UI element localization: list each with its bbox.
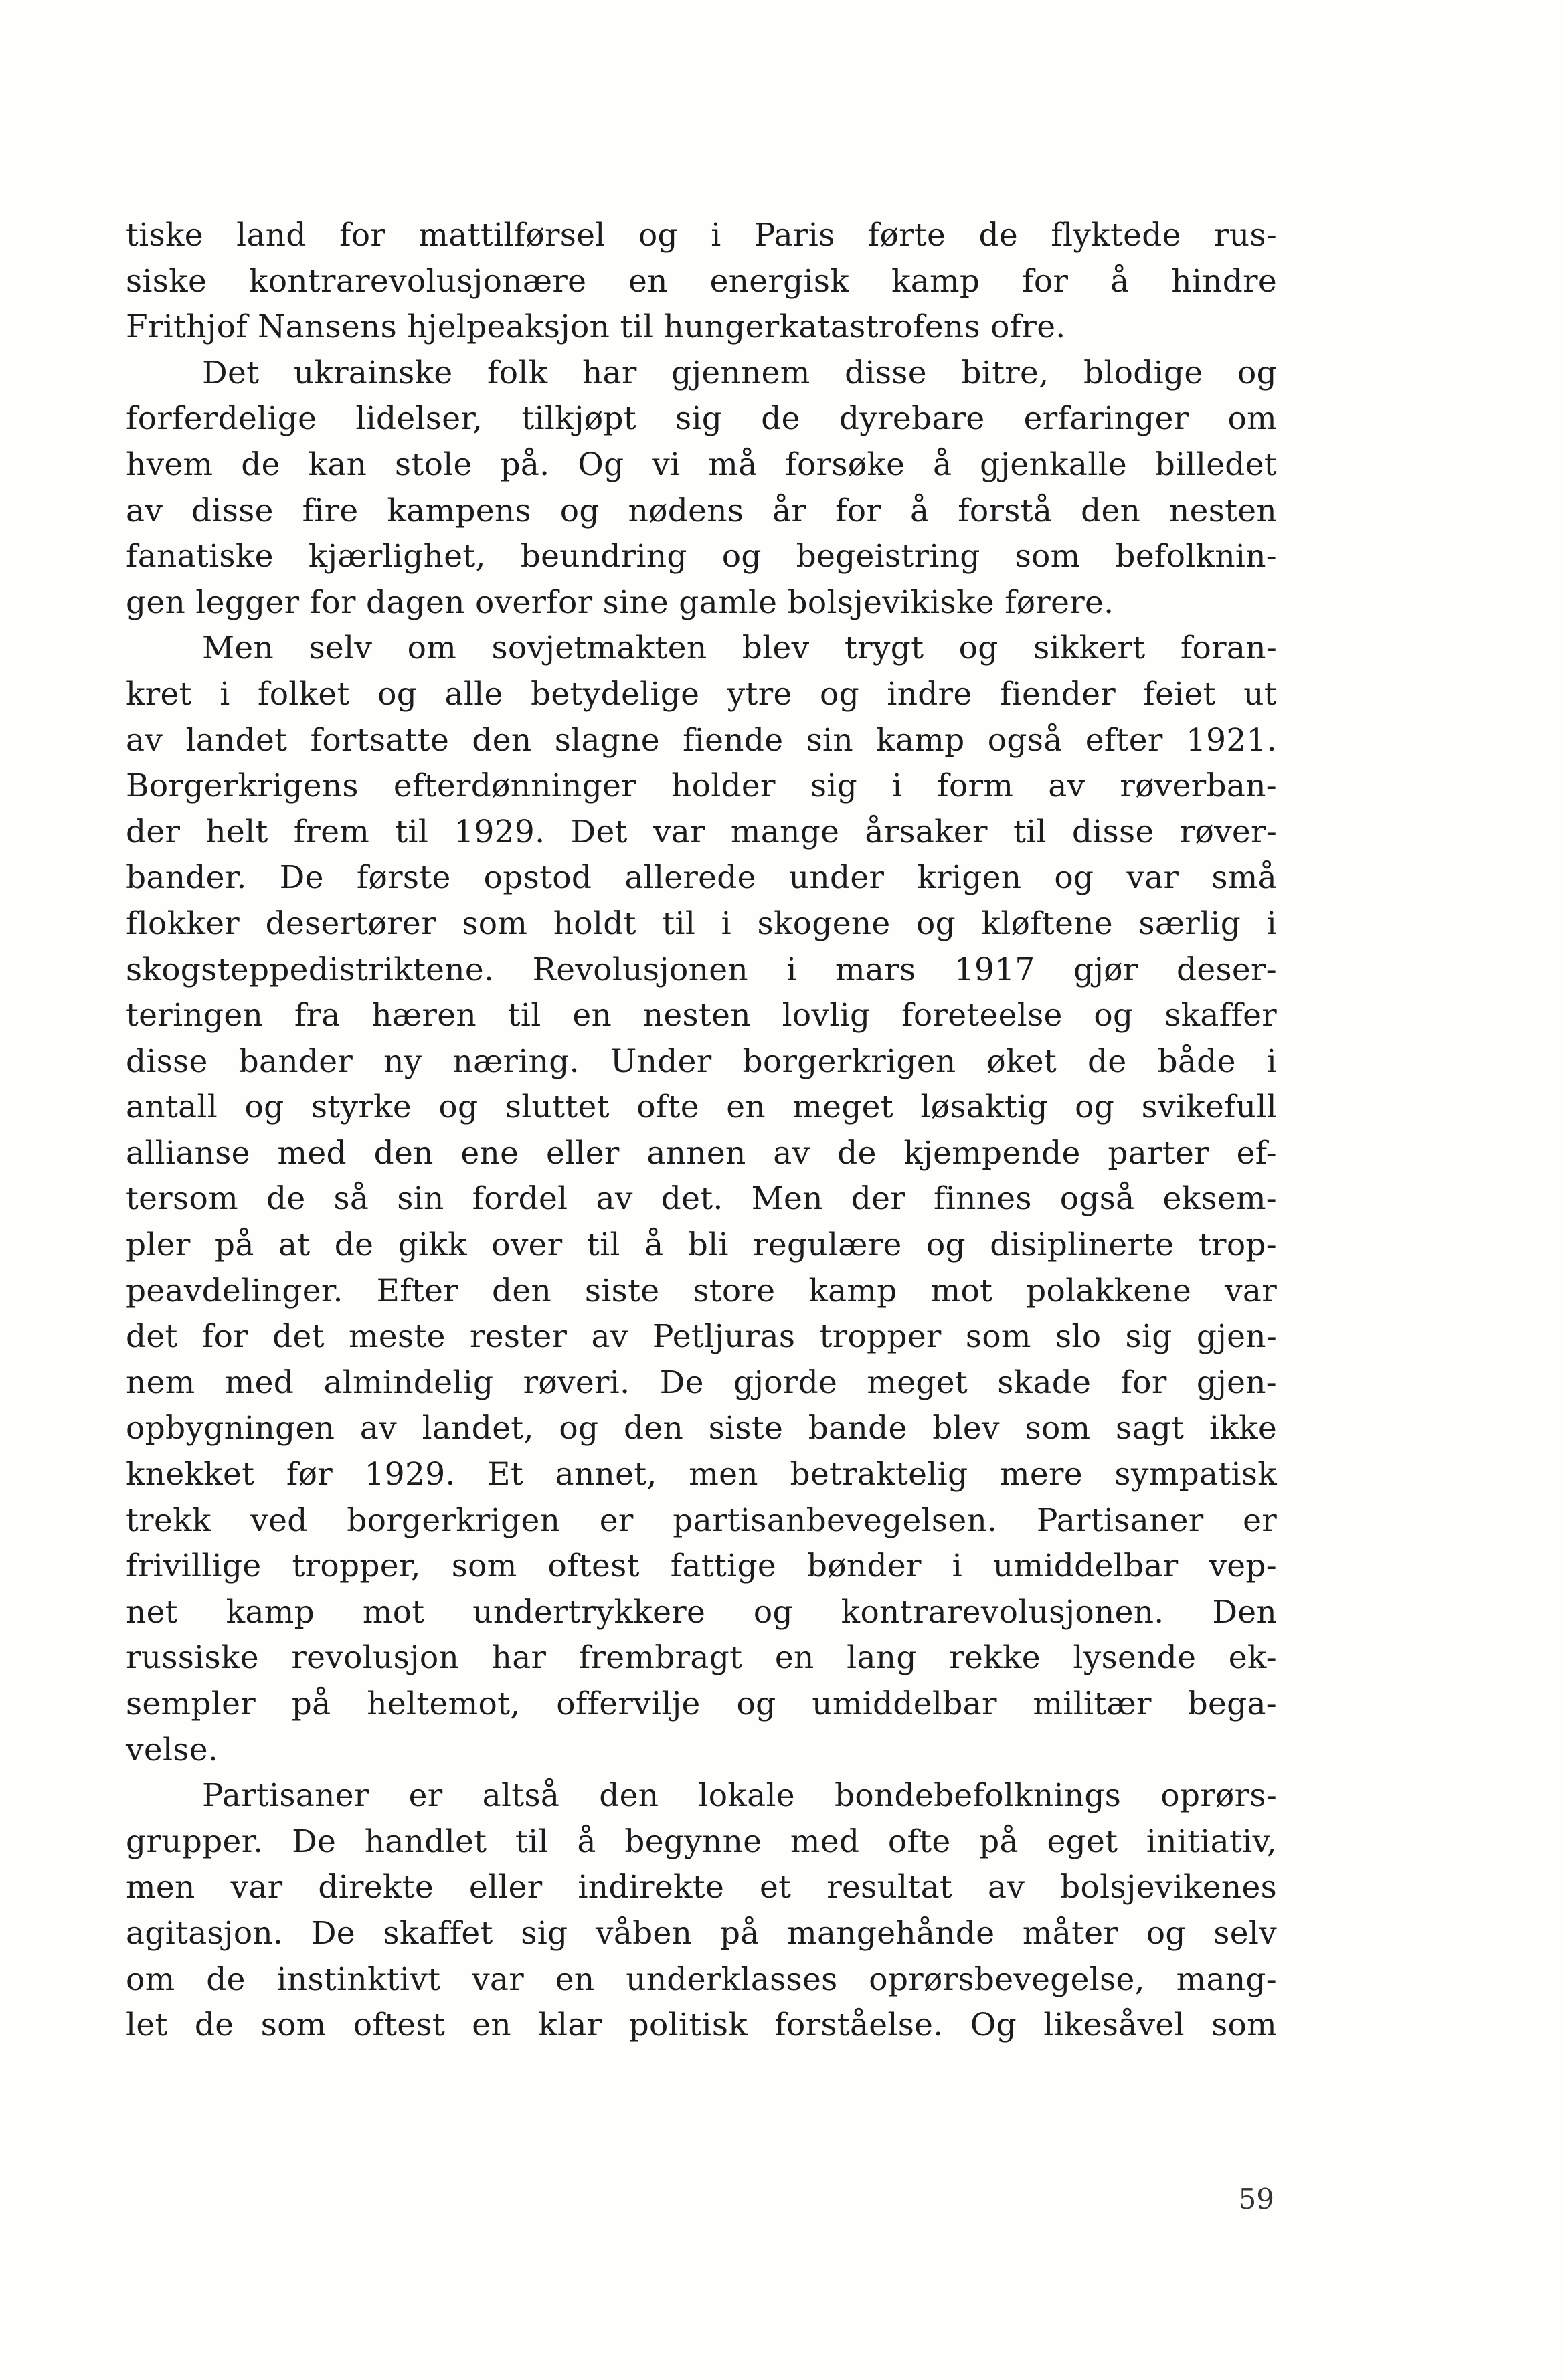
text-line: forferdelige lidelser, tilkjøpt sig de dyrebare erfaringer om <box>126 400 1277 438</box>
text-line: nem med almindelig røveri. De gjorde meget skade for gjen- <box>126 1364 1277 1401</box>
text-line: disse bander ny næring. Under borgerkrigen øket de både i <box>126 1042 1277 1080</box>
text-line: tiske land for mattilførsel og i Paris førte de flyktede rus- <box>126 217 1277 254</box>
text-line: hvem de kan stole på. Og vi må forsøke å gjenkalle billedet <box>126 446 1277 483</box>
text-line: Det ukrainske folk har gjennem disse bitre, blodige og <box>202 354 1277 391</box>
text-line: av disse fire kampens og nødens år for å forstå den nesten <box>126 492 1277 529</box>
text-line: men var direkte eller indirekte et resultat av bolsjevikenes <box>126 1869 1277 1906</box>
text-line: grupper. De handlet til å begynne med ofte på eget initiativ, <box>126 1823 1277 1860</box>
text-line: det for det meste rester av Petljuras tropper som slo sig gjen- <box>126 1318 1277 1356</box>
text-line: allianse med den ene eller annen av de kjempende parter ef- <box>126 1134 1277 1172</box>
text-line: Borgerkrigens efterdønninger holder sig i form av røverban- <box>126 767 1277 805</box>
text-line: fanatiske kjærlighet, beundring og begeistring som befolknin- <box>126 538 1277 575</box>
text-line: teringen fra hæren til en nesten lovlig foreteelse og skaffer <box>126 997 1277 1034</box>
text-line: siske kontrarevolusjonære en energisk kamp for å hindre <box>126 262 1277 300</box>
page-number: 59 <box>1238 2183 1274 2215</box>
text-line: knekket før 1929. Et annet, men betraktelig mere sympatisk <box>126 1456 1277 1493</box>
text-line: russiske revolusjon har frembragt en lang rekke lysende ek- <box>126 1639 1277 1677</box>
text-line: gen legger for dagen overfor sine gamle bolsjevikiske førere. <box>126 583 1114 621</box>
text-line: Men selv om sovjetmakten blev trygt og sikkert foran- <box>202 630 1277 667</box>
text-line: frivillige tropper, som oftest fattige bønder i umiddelbar vep- <box>126 1548 1277 1585</box>
text-line: Partisaner er altså den lokale bondebefolknings oprørs- <box>202 1777 1277 1815</box>
paragraph <box>126 1773 1277 2049</box>
text-line: antall og styrke og sluttet ofte en meget løsaktig og svikefull <box>126 1089 1277 1126</box>
text-line: om de instinktivt var en underklasses oprørsbevegelse, mang- <box>126 1960 1277 1998</box>
text-line: flokker desertører som holdt til i skogene og kløftene særlig i <box>126 905 1277 942</box>
paragraph <box>126 213 1277 351</box>
text-line: Frithjof Nansens hjelpeaksjon til hungerkatastrofens ofre. <box>126 308 1066 346</box>
text-line: av landet fortsatte den slagne fiende sin kamp også efter 1921. <box>126 721 1277 759</box>
text-line: kret i folket og alle betydelige ytre og indre fiender feiet ut <box>126 675 1277 713</box>
text-line: skogsteppedistriktene. Revolusjonen i mars 1917 gjør deser- <box>126 951 1277 988</box>
text-line: opbygningen av landet, og den siste bande blev som sagt ikke <box>126 1410 1277 1447</box>
text-line: velse. <box>126 1731 219 1768</box>
text-line: pler på at de gikk over til å bli regulære og disiplinerte trop- <box>126 1226 1277 1264</box>
paragraph <box>126 626 1277 1773</box>
text-line: trekk ved borgerkrigen er partisanbevegelsen. Partisaner er <box>126 1501 1277 1539</box>
text-line: der helt frem til 1929. Det var mange årsaker til disse røver- <box>126 813 1277 850</box>
text-line: agitasjon. De skaffet sig våben på mangehånde måter og selv <box>126 1914 1277 1952</box>
paragraph <box>126 351 1277 626</box>
text-line: bander. De første opstod allerede under krigen og var små <box>126 859 1277 897</box>
text-line: peavdelinger. Efter den siste store kamp mot polakkene var <box>126 1272 1277 1309</box>
text-line: let de som oftest en klar politisk forståelse. Og likesåvel som <box>126 2007 1277 2044</box>
body-text <box>126 213 1277 2049</box>
text-line: sempler på heltemot, offervilje og umiddelbar militær bega- <box>126 1685 1277 1722</box>
text-line: net kamp mot undertrykkere og kontrarevolusjonen. Den <box>126 1593 1277 1631</box>
text-line: tersom de så sin fordel av det. Men der finnes også eksem- <box>126 1180 1277 1218</box>
